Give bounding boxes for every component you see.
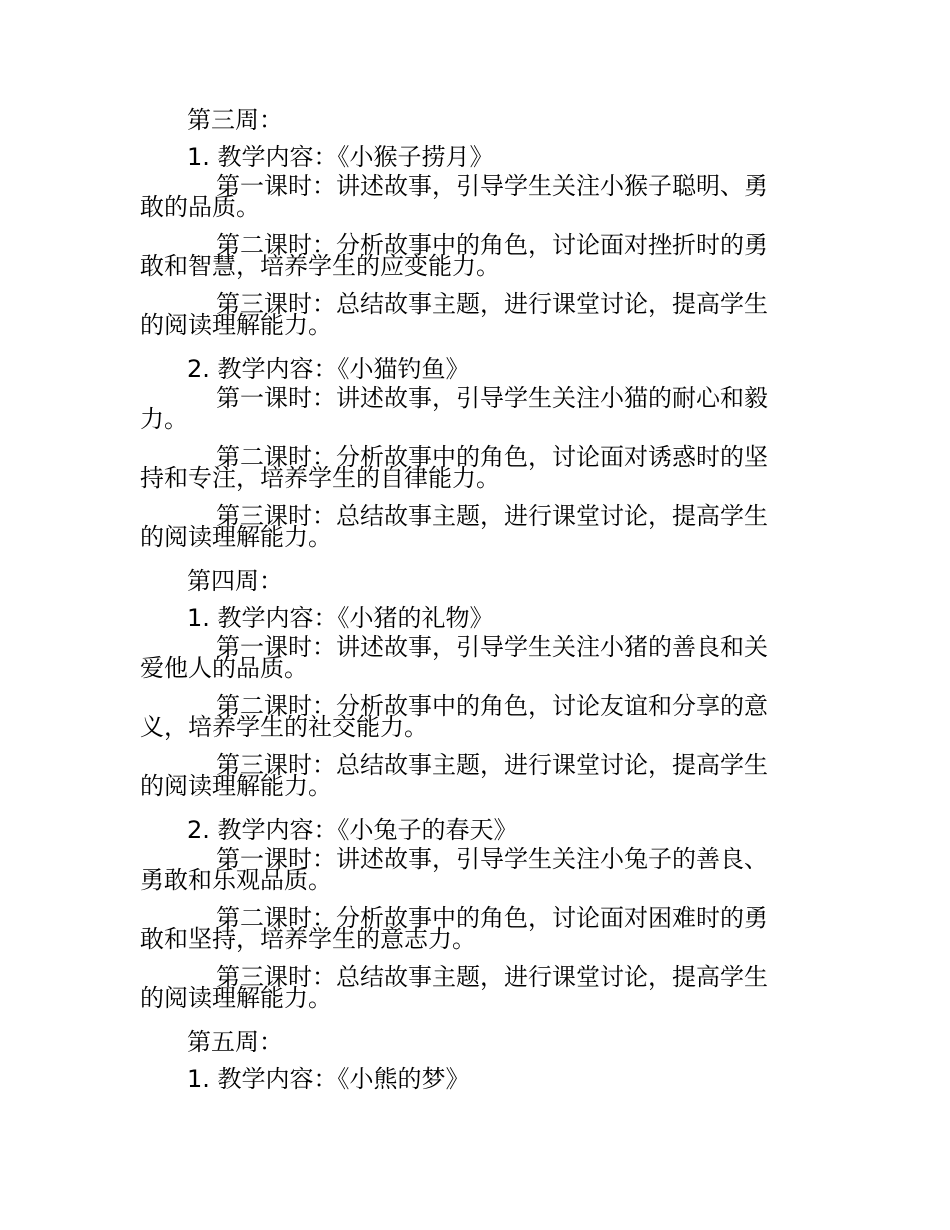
lesson-paragraph: 第一课时：讲述故事，引导学生关注小猪的善良和关爱他人的品质。 <box>140 633 768 682</box>
teaching-content-item: 2. 教学内容：《小兔子的春天》 <box>187 816 518 844</box>
lesson-paragraph: 第二课时：分析故事中的角色，讨论面对困难时的勇敢和坚持，培养学生的意志力。 <box>140 904 768 953</box>
week-heading: 第三周： <box>187 106 283 134</box>
lesson-paragraph: 第二课时：分析故事中的角色，讨论友谊和分享的意义，培养学生的社交能力。 <box>140 692 768 741</box>
lesson-paragraph: 第三课时：总结故事主题，进行课堂讨论，提高学生的阅读理解能力。 <box>140 502 768 551</box>
lesson-paragraph: 第二课时：分析故事中的角色，讨论面对诱惑时的坚持和专注，培养学生的自律能力。 <box>140 443 768 492</box>
teaching-content-item: 1. 教学内容：《小熊的梦》 <box>187 1065 470 1093</box>
lesson-paragraph: 第一课时：讲述故事，引导学生关注小猴子聪明、勇敢的品质。 <box>140 172 768 221</box>
teaching-content-item: 2. 教学内容：《小猫钓鱼》 <box>187 355 470 383</box>
lesson-paragraph: 第三课时：总结故事主题，进行课堂讨论，提高学生的阅读理解能力。 <box>140 751 768 800</box>
lesson-paragraph: 第三课时：总结故事主题，进行课堂讨论，提高学生的阅读理解能力。 <box>140 963 768 1012</box>
teaching-content-item: 1. 教学内容：《小猪的礼物》 <box>187 604 494 632</box>
document-page <box>140 102 790 1098</box>
lesson-paragraph: 第一课时：讲述故事，引导学生关注小兔子的善良、勇敢和乐观品质。 <box>140 845 768 894</box>
lesson-paragraph: 第一课时：讲述故事，引导学生关注小猫的耐心和毅力。 <box>140 384 768 433</box>
week-heading: 第五周： <box>187 1028 283 1056</box>
teaching-content-item: 1. 教学内容：《小猴子捞月》 <box>187 143 494 171</box>
lesson-paragraph: 第三课时：总结故事主题，进行课堂讨论，提高学生的阅读理解能力。 <box>140 290 768 339</box>
lesson-paragraph: 第二课时：分析故事中的角色，讨论面对挫折时的勇敢和智慧，培养学生的应变能力。 <box>140 231 768 280</box>
week-heading: 第四周： <box>187 567 283 595</box>
